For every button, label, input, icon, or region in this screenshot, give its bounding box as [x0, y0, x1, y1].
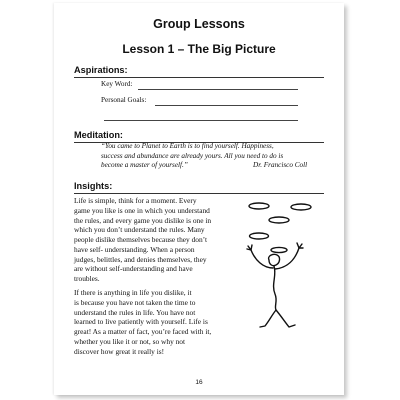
personal-goals-field-extra[interactable] [104, 120, 298, 121]
quote-attribution: Dr. Francisco Coll [253, 161, 308, 170]
meditation-quote-line-3: become a master of yourself.” [101, 161, 188, 170]
juggling-ring [250, 233, 269, 239]
aspirations-divider [74, 77, 324, 78]
figure-body [274, 266, 277, 310]
workbook-page [54, 3, 344, 395]
juggling-ring [291, 204, 311, 210]
juggling-ring [271, 247, 287, 252]
page-number: 16 [195, 379, 203, 386]
meditation-quote-line-1: “You came to Planet to Earth is to find yourself. Happiness, [101, 142, 274, 150]
meditation-quote-line-2: success and abundance are already yours. All you need to do is [101, 151, 284, 160]
meditation-heading: Meditation: [74, 130, 123, 140]
juggling-ring [269, 217, 289, 223]
figure-right-hand [297, 243, 303, 248]
juggling-ring [249, 203, 269, 209]
figure-left-hand [247, 245, 252, 250]
insights-paragraph-1: Life is simple, think for a moment. Every game you like is one in which you understand the rules, and every game you dislike is one in which you don’t understand the rules. Many people dislike themselves because they don’t have self- understanding. When a person judges, belittles, and denies themselves, they are without self-understanding and have troubles. [74, 196, 212, 283]
aspirations-heading: Aspirations: [74, 65, 128, 75]
figure-left-leg [260, 310, 276, 327]
personal-goals-label: Personal Goals: [101, 96, 147, 104]
insights-paragraph-2: If there is anything in life you dislike, it is because you have not taken the time to understand the rules in life. You have not learned to live patiently with yourself. Life is great! As a matter of fact, you’re faced with it, whether you like it or not, so why not discover how great it really is! [74, 288, 212, 356]
insights-heading: Insights: [74, 181, 113, 191]
juggling-stick-figure-illustration [229, 198, 329, 338]
insights-divider [74, 193, 324, 194]
figure-left-arm [251, 250, 273, 268]
key-word-field[interactable] [138, 89, 298, 90]
key-word-label: Key Word: [101, 80, 133, 88]
lesson-title: Lesson 1 – The Big Picture [122, 42, 276, 56]
figure-right-leg [276, 310, 295, 327]
personal-goals-field[interactable] [155, 105, 298, 106]
figure-head [269, 254, 280, 265]
page-title: Group Lessons [153, 17, 245, 31]
